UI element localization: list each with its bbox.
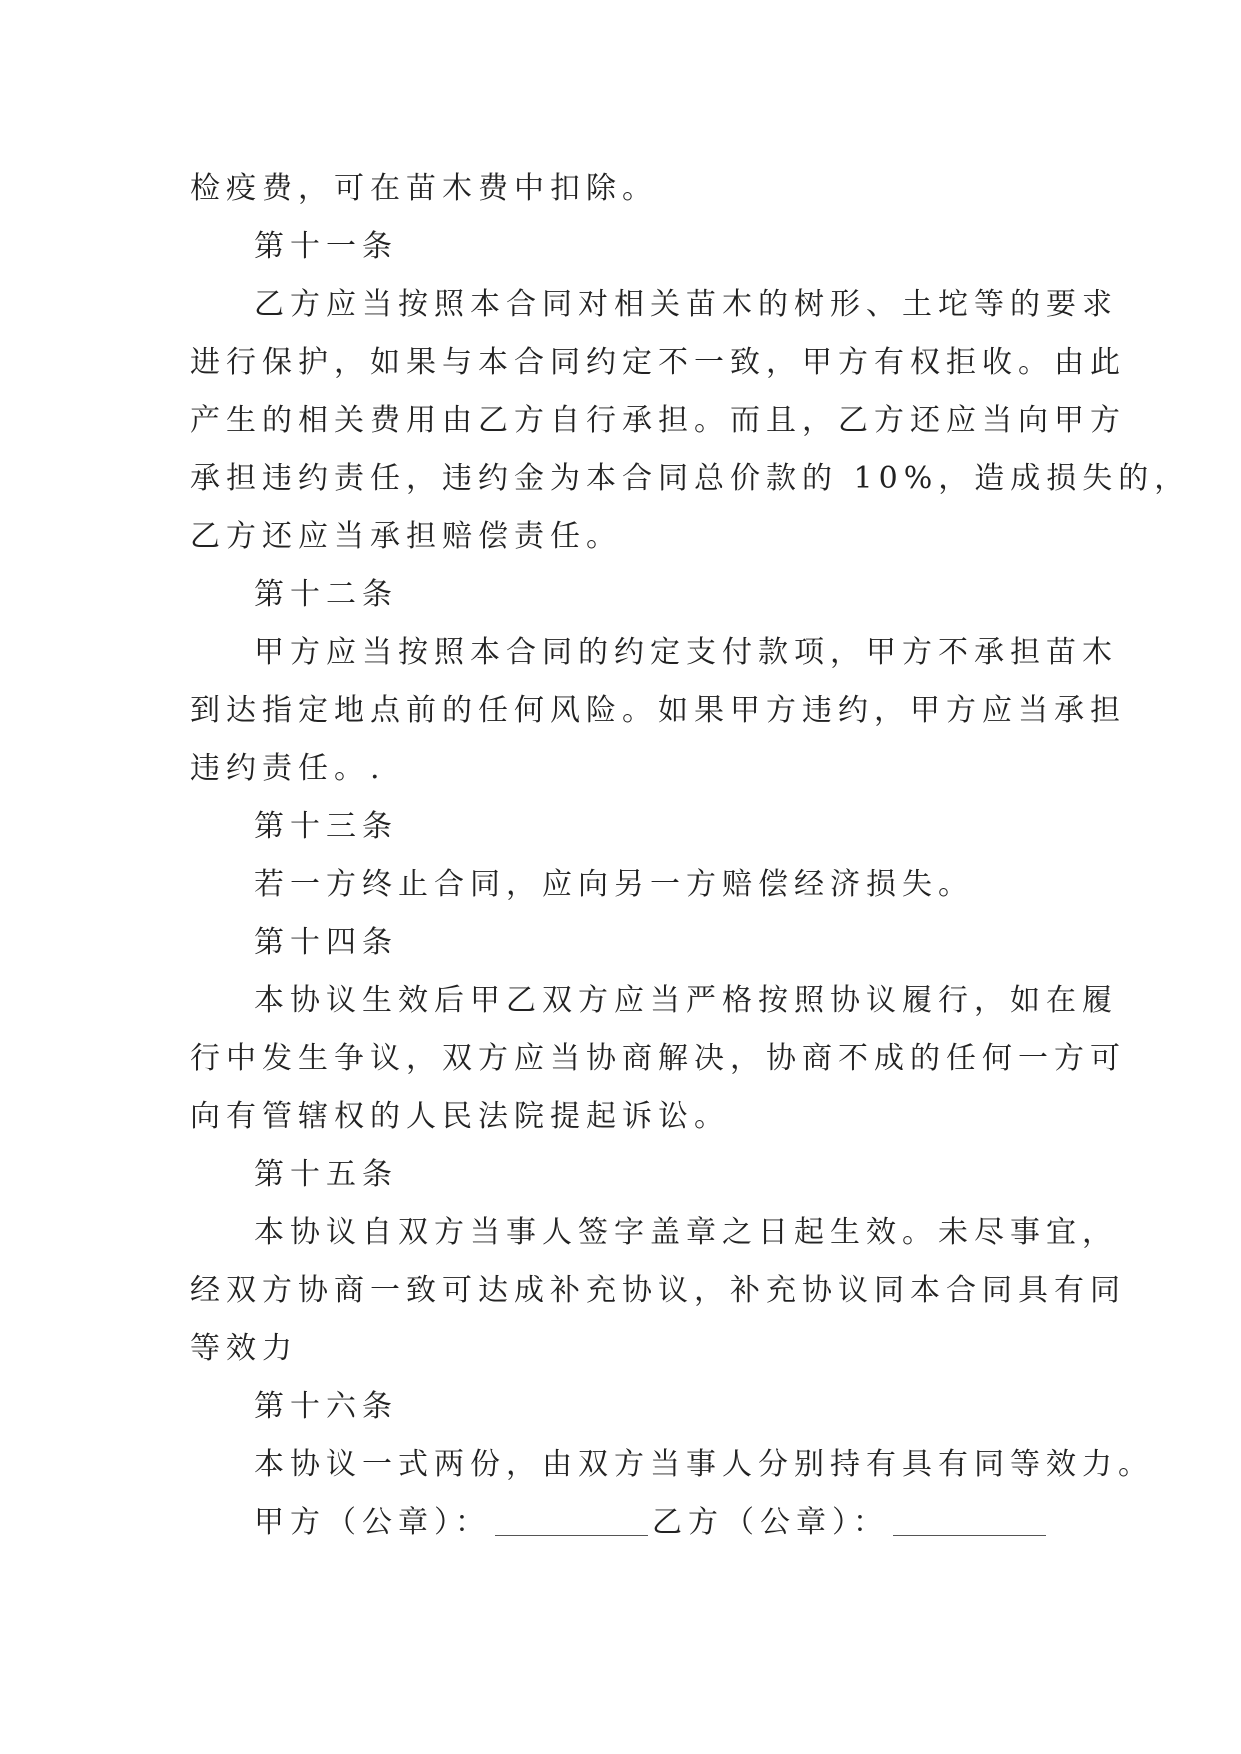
article-heading: 第十六条 — [254, 1389, 398, 1424]
article-heading: 第十三条 — [254, 809, 398, 844]
paragraph-line: 到达指定地点前的任何风险。如果甲方违约，甲方应当承担 — [190, 693, 1126, 728]
paragraph-line: 甲方应当按照本合同的约定支付款项，甲方不承担苗木 — [254, 635, 1118, 670]
party-b-signature-blank — [893, 1505, 1046, 1536]
paragraph-line: 违约责任。. — [190, 751, 386, 786]
paragraph-line: 等效力 — [190, 1331, 298, 1366]
paragraph-line: 乙方还应当承担赔偿责任。 — [190, 519, 622, 554]
party-a-signature-blank — [495, 1505, 648, 1536]
paragraph-line: 乙方应当按照本合同对相关苗木的树形、土坨等的要求 — [254, 287, 1118, 322]
party-b-label: 乙方（公章）： — [652, 1505, 889, 1540]
article-heading: 第十四条 — [254, 925, 398, 960]
paragraph-line: 进行保护，如果与本合同约定不一致，甲方有权拒收。由此 — [190, 345, 1126, 380]
paragraph-line: 向有管辖权的人民法院提起诉讼。 — [190, 1099, 730, 1134]
article-heading: 第十五条 — [254, 1157, 398, 1192]
paragraph-line: 经双方协商一致可达成补充协议，补充协议同本合同具有同 — [190, 1273, 1126, 1308]
article-heading: 第十二条 — [254, 577, 398, 612]
paragraph-line: 若一方终止合同，应向另一方赔偿经济损失。 — [254, 867, 974, 902]
paragraph-line: 承担违约责任，违约金为本合同总价款的 10%，造成损失的， — [190, 461, 1191, 496]
paragraph-line: 产生的相关费用由乙方自行承担。而且，乙方还应当向甲方 — [190, 403, 1126, 438]
paragraph-line: 本协议自双方当事人签字盖章之日起生效。未尽事宜， — [254, 1215, 1118, 1250]
paragraph-line: 本协议一式两份，由双方当事人分别持有具有同等效力。 — [254, 1447, 1154, 1482]
article-heading: 第十一条 — [254, 229, 398, 264]
party-a-label: 甲方（公章）： — [254, 1505, 491, 1540]
document-body — [190, 160, 1191, 1552]
signature-row — [190, 1494, 1050, 1552]
paragraph-line: 本协议生效后甲乙双方应当严格按照协议履行，如在履 — [254, 983, 1118, 1018]
paragraph-line: 检疫费，可在苗木费中扣除。 — [190, 171, 658, 206]
paragraph-line: 行中发生争议，双方应当协商解决，协商不成的任何一方可 — [190, 1041, 1126, 1076]
